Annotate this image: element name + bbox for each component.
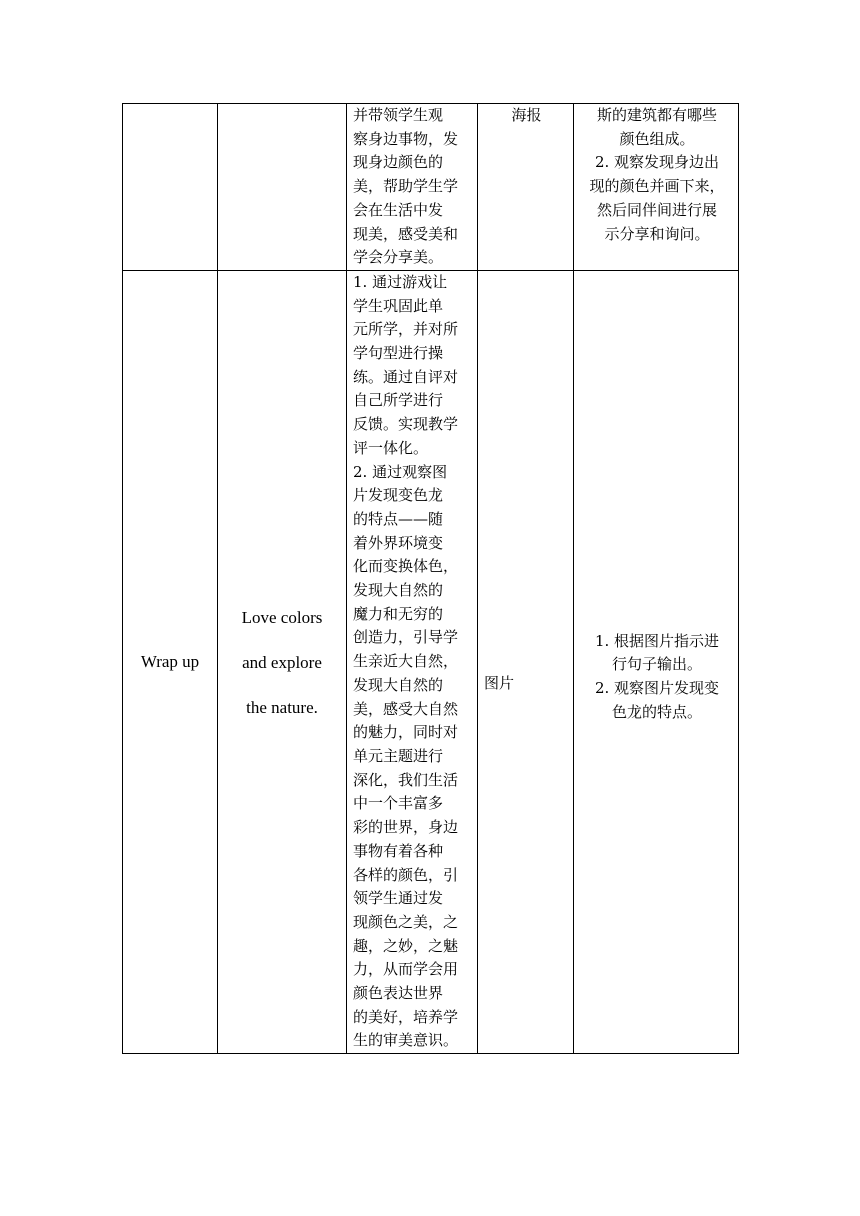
content-line: and explore [242,652,322,672]
purpose-cell [347,270,478,1053]
stage-text: Wrap up [140,652,200,672]
table-row [123,104,739,271]
content-cell [218,270,347,1053]
table-row [123,270,739,1053]
content-line: the nature. [246,697,318,717]
stage-cell [123,270,218,1053]
resource-cell [478,270,574,1053]
content-line: Love colors [241,607,323,627]
purpose-text: 并带领学生观 察身边事物，发 现身边颜色的 美，帮助学生学 会在生活中发 现美，感受美和 学会分享美。 [353,106,459,267]
purpose-cell [347,104,478,271]
activity-text: 斯的建筑都有哪些 颜色组成。 2. 观察发现身边出 现的颜色并画下来， 然后同伴间进行展 示分享和询问。 [589,106,725,243]
purpose-text: 1. 通过游戏让 学生巩固此单 元所学，并对所 学句型进行操 练。通过自评对 自己所学进行 反馈。实现教学 评一体化。 2. 通过观察图 片发现变色龙 的特点——随 着外界环境变 化而变换体色， 发现大自然的 魔力和无穷的 创造力，引导学 生亲近大自然， 发现大自然的 美，感受大自然 的魅力，同时对 单元主题进行 深化，我们生活 中一个丰富多 彩的世界，身边 事物有着各种 各样的颜色，引 领学生通过发 现颜色之美，之 趣，之妙，之魅 力，从而学会用 颜色表达世界 的美好，培养学 生的审美意识。 [353,272,459,1050]
activity-text: 1. 根据图片指示进 行句子输出。 2. 观察图片发现变 色龙的特点。 [594,631,720,721]
content-cell-empty [218,104,347,271]
stage-cell-empty [123,104,218,271]
lesson-plan-table [122,103,739,1054]
resource-cell [478,104,574,271]
resource-text: 海报 [511,106,542,124]
resource-text: 图片 [484,674,515,693]
activity-cell [574,270,739,1053]
activity-cell [574,104,739,271]
